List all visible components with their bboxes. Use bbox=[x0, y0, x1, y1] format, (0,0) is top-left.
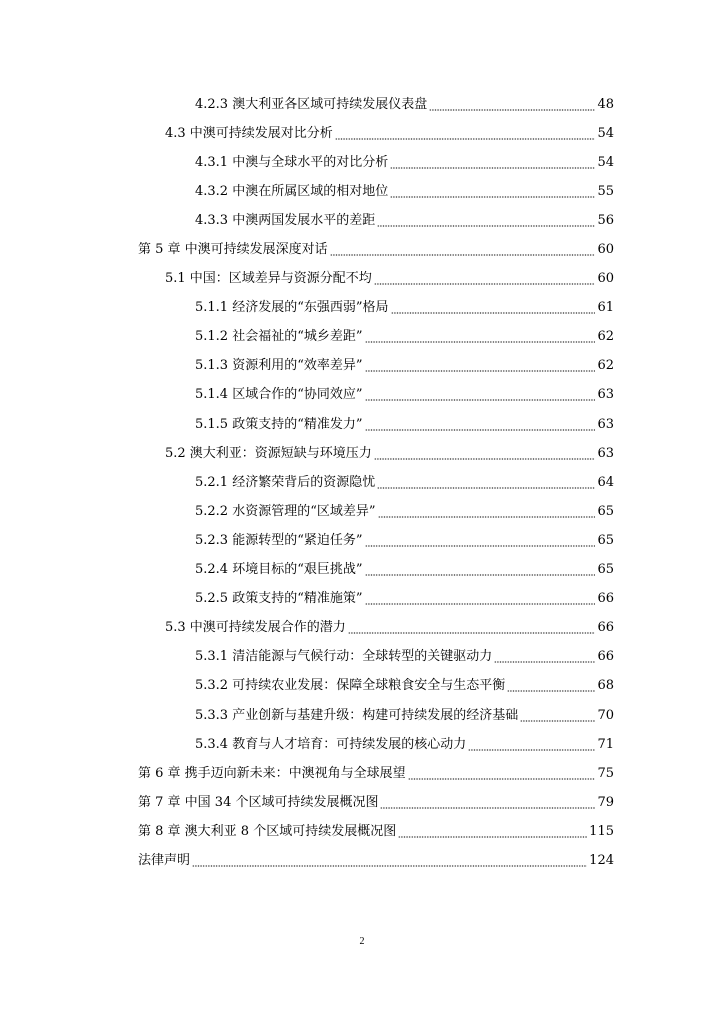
toc-entry-page: 48 bbox=[597, 96, 614, 112]
toc-entry-page: 62 bbox=[597, 358, 614, 374]
toc-entry-title: 5.1.4 区域合作的“协同效应” bbox=[195, 387, 363, 403]
toc-leader-dots bbox=[390, 184, 595, 200]
toc-entry[interactable] bbox=[0, 468, 724, 497]
toc-entry-page: 54 bbox=[597, 125, 614, 141]
toc-leader-dots bbox=[391, 300, 596, 316]
toc-entry-page: 124 bbox=[589, 852, 614, 868]
toc-entry[interactable] bbox=[0, 614, 724, 643]
toc-leader-dots bbox=[374, 446, 596, 462]
toc-entry[interactable] bbox=[0, 206, 724, 235]
toc-entry-title: 4.3 中澳可持续发展对比分析 bbox=[165, 125, 333, 141]
toc-entry-title: 5.1.2 社会福祉的“城乡差距” bbox=[195, 329, 363, 345]
toc-entry[interactable] bbox=[0, 585, 724, 614]
toc-entry[interactable] bbox=[0, 643, 724, 672]
toc-entry[interactable] bbox=[0, 148, 724, 177]
toc-entry-page: 65 bbox=[597, 503, 614, 519]
toc-entry-page: 56 bbox=[597, 212, 614, 228]
toc-entry[interactable] bbox=[0, 235, 724, 264]
toc-entry[interactable] bbox=[0, 90, 724, 119]
toc-entry-title: 第 5 章 中澳可持续发展深度对话 bbox=[138, 242, 328, 258]
toc-entry-title: 5.2.5 政策支持的“精准施策” bbox=[195, 591, 363, 607]
toc-entry-title: 5.1 中国：区域差异与资源分配不均 bbox=[165, 271, 372, 287]
toc-entry-page: 65 bbox=[597, 532, 614, 548]
toc-entry-title: 第 8 章 澳大利亚 8 个区域可持续发展概况图 bbox=[138, 823, 397, 839]
toc-leader-dots bbox=[429, 97, 595, 113]
table-of-contents bbox=[0, 90, 724, 876]
toc-entry-page: 62 bbox=[597, 329, 614, 345]
toc-entry-page: 66 bbox=[597, 620, 614, 636]
toc-entry[interactable] bbox=[0, 846, 724, 875]
toc-entry-title: 5.2.3 能源转型的“紧迫任务” bbox=[195, 532, 363, 548]
toc-entry-title: 4.3.2 中澳在所属区域的相对地位 bbox=[195, 183, 389, 199]
toc-entry-page: 79 bbox=[597, 794, 614, 810]
toc-entry-title: 5.1.3 资源利用的“效率差异” bbox=[195, 358, 363, 374]
toc-entry-page: 55 bbox=[597, 183, 614, 199]
toc-entry-title: 4.3.1 中澳与全球水平的对比分析 bbox=[195, 154, 389, 170]
toc-leader-dots bbox=[377, 475, 595, 491]
toc-leader-dots bbox=[408, 766, 596, 782]
toc-entry-page: 70 bbox=[597, 707, 614, 723]
toc-entry[interactable] bbox=[0, 410, 724, 439]
toc-entry-title: 4.3.3 中澳两国发展水平的差距 bbox=[195, 212, 376, 228]
toc-entry-page: 75 bbox=[597, 765, 614, 781]
toc-entry[interactable] bbox=[0, 672, 724, 701]
toc-entry-page: 66 bbox=[597, 649, 614, 665]
toc-entry-page: 60 bbox=[597, 242, 614, 258]
toc-entry[interactable] bbox=[0, 788, 724, 817]
toc-entry-title: 5.3 中澳可持续发展合作的潜力 bbox=[165, 620, 346, 636]
toc-entry-page: 71 bbox=[597, 736, 614, 752]
toc-entry[interactable] bbox=[0, 294, 724, 323]
toc-leader-dots bbox=[377, 213, 595, 229]
toc-leader-dots bbox=[390, 155, 595, 171]
toc-entry-title: 第 7 章 中国 34 个区域可持续发展概况图 bbox=[138, 794, 379, 810]
toc-entry[interactable] bbox=[0, 701, 724, 730]
toc-leader-dots bbox=[192, 853, 587, 869]
toc-entry[interactable] bbox=[0, 497, 724, 526]
toc-entry-page: 115 bbox=[589, 823, 614, 839]
toc-leader-dots bbox=[335, 126, 596, 142]
toc-entry[interactable] bbox=[0, 177, 724, 206]
toc-entry-page: 66 bbox=[597, 591, 614, 607]
toc-leader-dots bbox=[330, 242, 596, 258]
toc-leader-dots bbox=[468, 737, 595, 753]
toc-entry-title: 5.2.2 水资源管理的“区域差异” bbox=[195, 503, 376, 519]
toc-entry-page: 64 bbox=[597, 474, 614, 490]
toc-entry-page: 60 bbox=[597, 271, 614, 287]
toc-entry-title: 5.3.3 产业创新与基建升级：构建可持续发展的经济基础 bbox=[195, 707, 519, 723]
toc-leader-dots bbox=[398, 824, 587, 840]
toc-entry[interactable] bbox=[0, 265, 724, 294]
toc-leader-dots bbox=[365, 387, 596, 403]
toc-entry[interactable] bbox=[0, 323, 724, 352]
toc-entry-page: 63 bbox=[597, 445, 614, 461]
toc-entry[interactable] bbox=[0, 526, 724, 555]
toc-leader-dots bbox=[348, 620, 596, 636]
toc-leader-dots bbox=[380, 795, 595, 811]
toc-entry-title: 5.1.5 政策支持的“精准发力” bbox=[195, 416, 363, 432]
toc-leader-dots bbox=[365, 591, 596, 607]
toc-entry[interactable] bbox=[0, 119, 724, 148]
toc-leader-dots bbox=[378, 504, 596, 520]
toc-entry-page: 63 bbox=[597, 416, 614, 432]
toc-entry-title: 5.2 澳大利亚：资源短缺与环境压力 bbox=[165, 445, 372, 461]
toc-entry-title: 5.3.2 可持续农业发展：保障全球粮食安全与生态平衡 bbox=[195, 678, 506, 694]
toc-entry-page: 65 bbox=[597, 562, 614, 578]
toc-entry[interactable] bbox=[0, 817, 724, 846]
toc-leader-dots bbox=[365, 533, 596, 549]
toc-entry[interactable] bbox=[0, 759, 724, 788]
toc-entry-title: 5.1.1 经济发展的“东强西弱”格局 bbox=[195, 300, 389, 316]
toc-entry[interactable] bbox=[0, 352, 724, 381]
toc-entry-title: 5.3.4 教育与人才培育：可持续发展的核心动力 bbox=[195, 736, 467, 752]
toc-entry-page: 61 bbox=[597, 300, 614, 316]
toc-entry[interactable] bbox=[0, 439, 724, 468]
toc-entry-title: 4.2.3 澳大利亚各区域可持续发展仪表盘 bbox=[195, 96, 428, 112]
toc-leader-dots bbox=[365, 329, 596, 345]
toc-entry-title: 5.2.4 环境目标的“艰巨挑战” bbox=[195, 562, 363, 578]
toc-leader-dots bbox=[365, 417, 596, 433]
toc-entry-page: 54 bbox=[597, 154, 614, 170]
toc-entry[interactable] bbox=[0, 556, 724, 585]
toc-entry[interactable] bbox=[0, 381, 724, 410]
page-number: 2 bbox=[359, 936, 365, 947]
toc-entry[interactable] bbox=[0, 730, 724, 759]
toc-entry-title: 5.3.1 清洁能源与气候行动：全球转型的关键驱动力 bbox=[195, 649, 493, 665]
toc-leader-dots bbox=[520, 708, 595, 724]
toc-leader-dots bbox=[494, 649, 595, 665]
toc-entry-page: 63 bbox=[597, 387, 614, 403]
toc-entry-page: 68 bbox=[597, 678, 614, 694]
toc-leader-dots bbox=[374, 271, 596, 287]
toc-entry-title: 5.2.1 经济繁荣背后的资源隐忧 bbox=[195, 474, 376, 490]
toc-entry-title: 第 6 章 携手迈向新未来：中澳视角与全球展望 bbox=[138, 765, 406, 781]
toc-leader-dots bbox=[365, 358, 596, 374]
toc-entry-title: 法律声明 bbox=[138, 852, 191, 868]
toc-leader-dots bbox=[365, 562, 596, 578]
toc-leader-dots bbox=[507, 678, 595, 694]
